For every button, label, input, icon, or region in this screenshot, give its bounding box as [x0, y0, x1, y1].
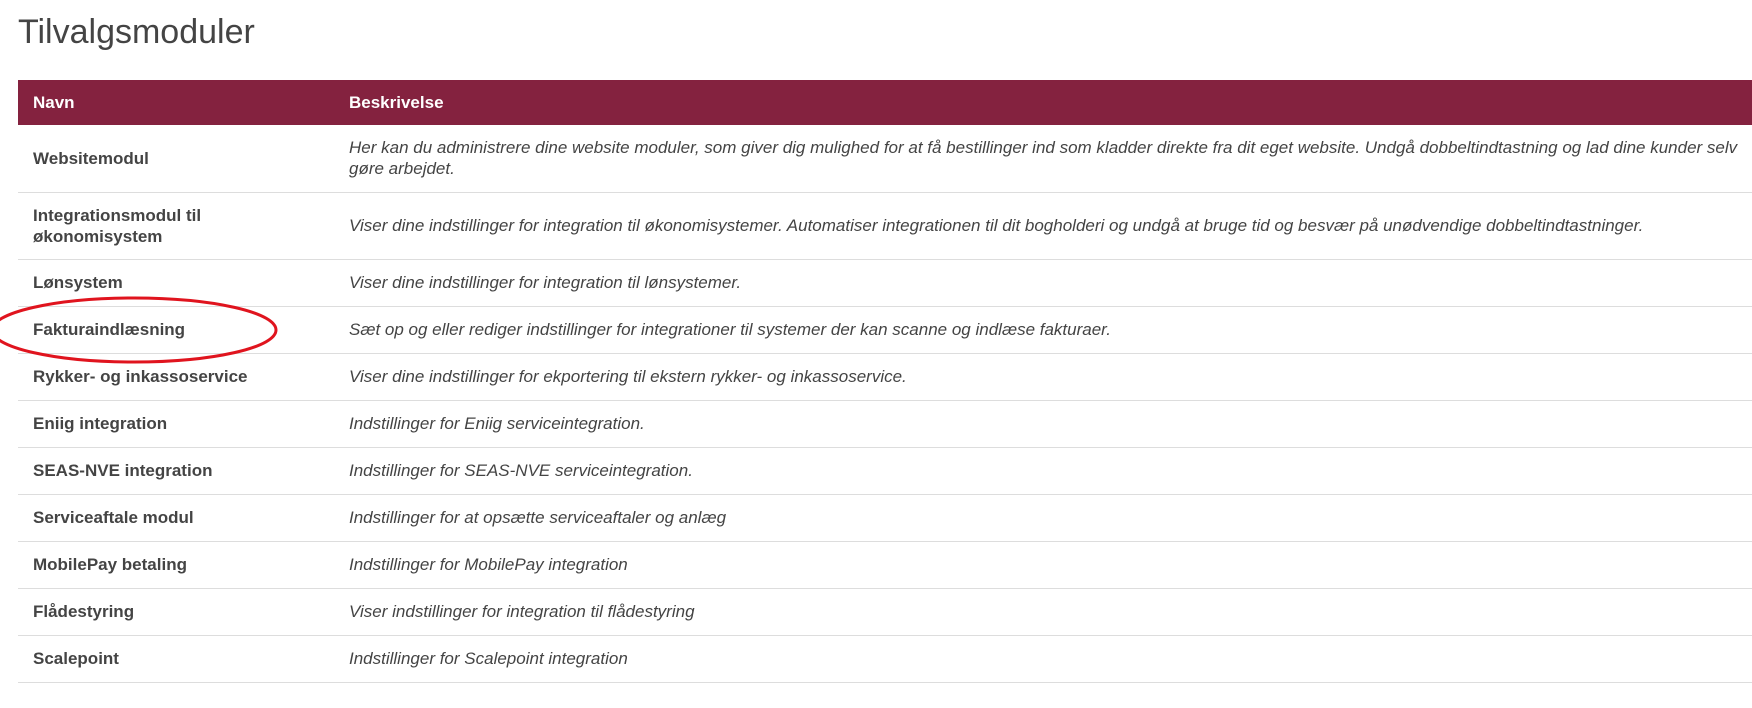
module-description: Indstillinger for Eniig serviceintegration. — [334, 400, 1752, 447]
table-header-row — [18, 80, 1752, 125]
module-name[interactable]: Eniig integration — [18, 400, 334, 447]
module-description: Indstillinger for SEAS-NVE serviceintegration. — [334, 447, 1752, 494]
table-row[interactable] — [18, 588, 1752, 635]
module-name[interactable]: SEAS-NVE integration — [18, 447, 334, 494]
module-name[interactable]: Websitemodul — [18, 125, 334, 192]
modules-table — [18, 80, 1752, 683]
table-row[interactable] — [18, 541, 1752, 588]
module-description: Her kan du administrere dine website moduler, som giver dig mulighed for at få bestillinger ind som kladder direkte fra dit eget website. Undgå dobbeltindtastning og lad dine kunder selv gøre arbejdet. — [334, 125, 1752, 192]
module-description: Indstillinger for Scalepoint integration — [334, 635, 1752, 682]
table-row[interactable] — [18, 494, 1752, 541]
module-description: Sæt op og eller rediger indstillinger for integrationer til systemer der kan scanne og indlæse fakturaer. — [334, 306, 1752, 353]
table-row[interactable] — [18, 447, 1752, 494]
table-row[interactable] — [18, 125, 1752, 192]
module-description: Viser dine indstillinger for ekportering til ekstern rykker- og inkassoservice. — [334, 353, 1752, 400]
module-name[interactable]: Rykker- og inkassoservice — [18, 353, 334, 400]
table-row[interactable] — [18, 635, 1752, 682]
module-name[interactable]: MobilePay betaling — [18, 541, 334, 588]
module-name[interactable]: Integrationsmodul til økonomisystem — [18, 192, 334, 259]
module-description: Viser dine indstillinger for integration til lønsystemer. — [334, 259, 1752, 306]
module-name[interactable]: Lønsystem — [18, 259, 334, 306]
module-name[interactable]: Fakturaindlæsning — [18, 306, 334, 353]
table-row[interactable] — [18, 353, 1752, 400]
table-row[interactable] — [18, 192, 1752, 259]
module-description: Viser dine indstillinger for integration til økonomisystemer. Automatiser integrationen til dit bogholderi og undgå at bruge tid og besvær på unødvendige dobbeltindtastninger. — [334, 192, 1752, 259]
page-title: Tilvalgsmoduler — [18, 13, 255, 51]
module-name[interactable]: Scalepoint — [18, 635, 334, 682]
table-row[interactable] — [18, 400, 1752, 447]
module-description: Indstillinger for at opsætte serviceaftaler og anlæg — [334, 494, 1752, 541]
column-header-name: Navn — [18, 80, 334, 125]
table-row[interactable] — [18, 306, 1752, 353]
module-name[interactable]: Flådestyring — [18, 588, 334, 635]
column-header-description: Beskrivelse — [334, 80, 1752, 125]
table-row[interactable] — [18, 259, 1752, 306]
module-name[interactable]: Serviceaftale modul — [18, 494, 334, 541]
module-description: Indstillinger for MobilePay integration — [334, 541, 1752, 588]
module-description: Viser indstillinger for integration til flådestyring — [334, 588, 1752, 635]
